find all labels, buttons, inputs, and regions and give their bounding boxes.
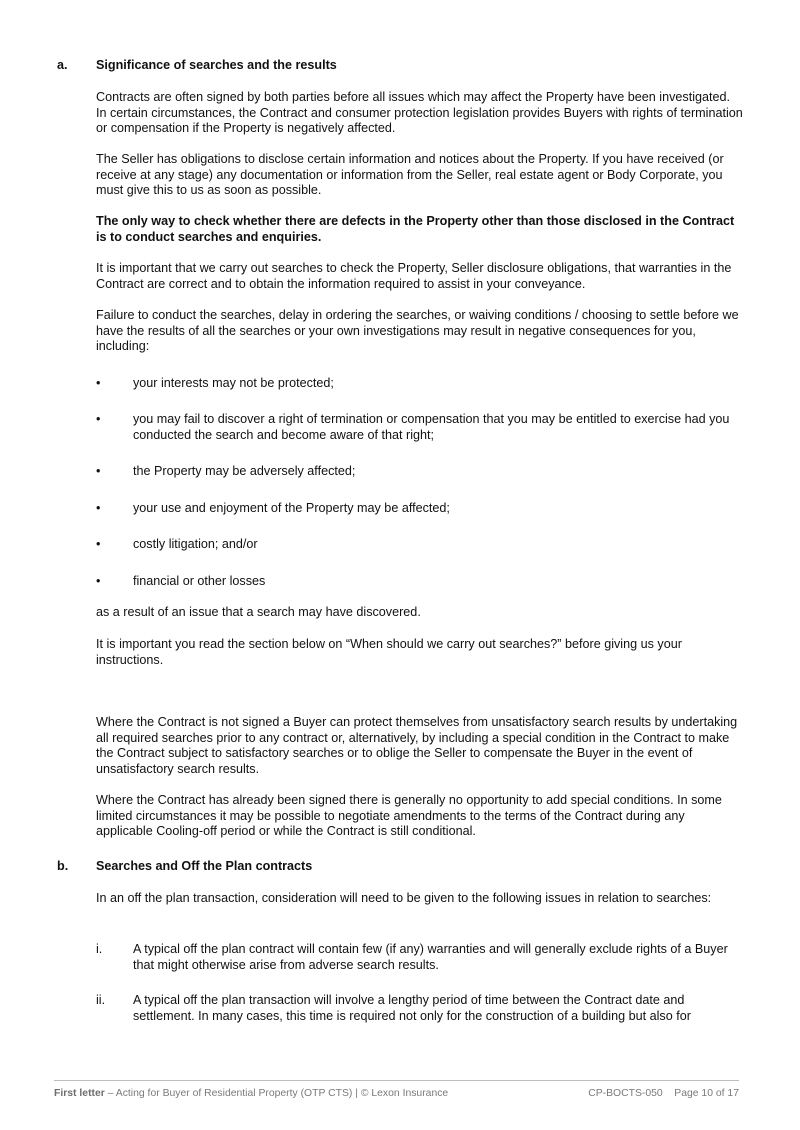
section-a-paragraph-4: It is important that we carry out searches to check the Property, Seller disclosure obligations, that warranties in the Contract are correct and to obtain the information required to assist in your conveyance. xyxy=(96,261,732,291)
bullet-text: your use and enjoyment of the Property may be affected; xyxy=(133,501,450,515)
section-a-title: Significance of searches and the results xyxy=(96,58,337,72)
section-a-paragraph-6: as a result of an issue that a search may have discovered. xyxy=(96,605,421,619)
section-b-paragraph-1: In an off the plan transaction, consideration will need to be given to the following issues in relation to searches: xyxy=(96,891,712,905)
numbered-item-number: i. xyxy=(96,942,103,956)
bullet-glyph: • xyxy=(96,501,101,515)
section-a-paragraph-9: Where the Contract has already been signed there is generally no opportunity to add special conditions. In some limited circumstances it may be possible to negotiate amendments to the terms of the Contract during any applicable Cooling-off period or while the Contract is still conditional. xyxy=(96,793,722,839)
footer-document-title xyxy=(54,1087,448,1100)
bullet-text: your interests may not be protected; xyxy=(133,376,334,390)
bullet-text: financial or other losses xyxy=(133,574,266,588)
section-a-number: a. xyxy=(57,58,68,72)
section-a-paragraph-7: It is important you read the section below on “When should we carry out searches?” before giving us your instructions. xyxy=(96,637,682,667)
footer-doc-code: CP-BOCTS-050 xyxy=(588,1088,663,1099)
bullet-glyph: • xyxy=(96,412,101,426)
section-a-paragraph-5: Failure to conduct the searches, delay in ordering the searches, or waiving conditions / choosing to settle before we have the results of all the searches or your own investigations may result in negative consequences for you, including: xyxy=(96,308,739,354)
section-b-number: b. xyxy=(57,859,69,873)
footer-doc-description: – Acting for Buyer of Residential Property (OTP CTS) | © Lexon Insurance xyxy=(104,1088,449,1099)
bullet-text: costly litigation; and/or xyxy=(133,537,258,551)
bullet-glyph: • xyxy=(96,574,101,588)
bullet-text: you may fail to discover a right of termination or compensation that you may be entitled to exercise had you conducted the search and become aware of that right; xyxy=(133,412,730,442)
bullet-glyph: • xyxy=(96,376,101,390)
section-a-paragraph-1: Contracts are often signed by both parties before all issues which may affect the Property have been investigated. In certain circumstances, the Contract and consumer protection legislation provides Buyers with rights of termination or compensation if the Property is negatively affected. xyxy=(96,90,743,136)
footer-divider xyxy=(54,1080,739,1081)
numbered-item-text: A typical off the plan contract will contain few (if any) warranties and will generally exclude rights of a Buyer that might otherwise arise from adverse search results. xyxy=(133,942,728,972)
footer-doc-name: First letter xyxy=(54,1088,105,1099)
footer-right xyxy=(588,1087,739,1100)
numbered-item-text: A typical off the plan transaction will involve a lengthy period of time between the Contract date and settlement. In many cases, this time is required not only for the construction of a building but also for xyxy=(133,993,691,1023)
bullet-glyph: • xyxy=(96,464,101,478)
section-a-bold-paragraph: The only way to check whether there are defects in the Property other than those disclosed in the Contract is to conduct searches and enquiries. xyxy=(96,214,735,244)
numbered-item-number: ii. xyxy=(96,993,106,1007)
footer-page-number: Page 10 of 17 xyxy=(674,1088,739,1099)
section-a-paragraph-8: Where the Contract is not signed a Buyer can protect themselves from unsatisfactory search results by undertaking all required searches prior to any contract or, alternatively, by including a special condition in the Contract to make the Contract subject to satisfactory searches or to oblige the Seller to compensate the Buyer in the event of unsatisfactory search results. xyxy=(96,715,738,776)
bullet-text: the Property may be adversely affected; xyxy=(133,464,356,478)
bullet-glyph: • xyxy=(96,537,101,551)
section-a-paragraph-2: The Seller has obligations to disclose certain information and notices about the Property. If you have received (or receive at any stage) any documentation or information from the Seller, real estate agent or Body Corporate, you must give this to us as soon as possible. xyxy=(96,152,724,198)
section-b-title: Searches and Off the Plan contracts xyxy=(96,859,313,873)
